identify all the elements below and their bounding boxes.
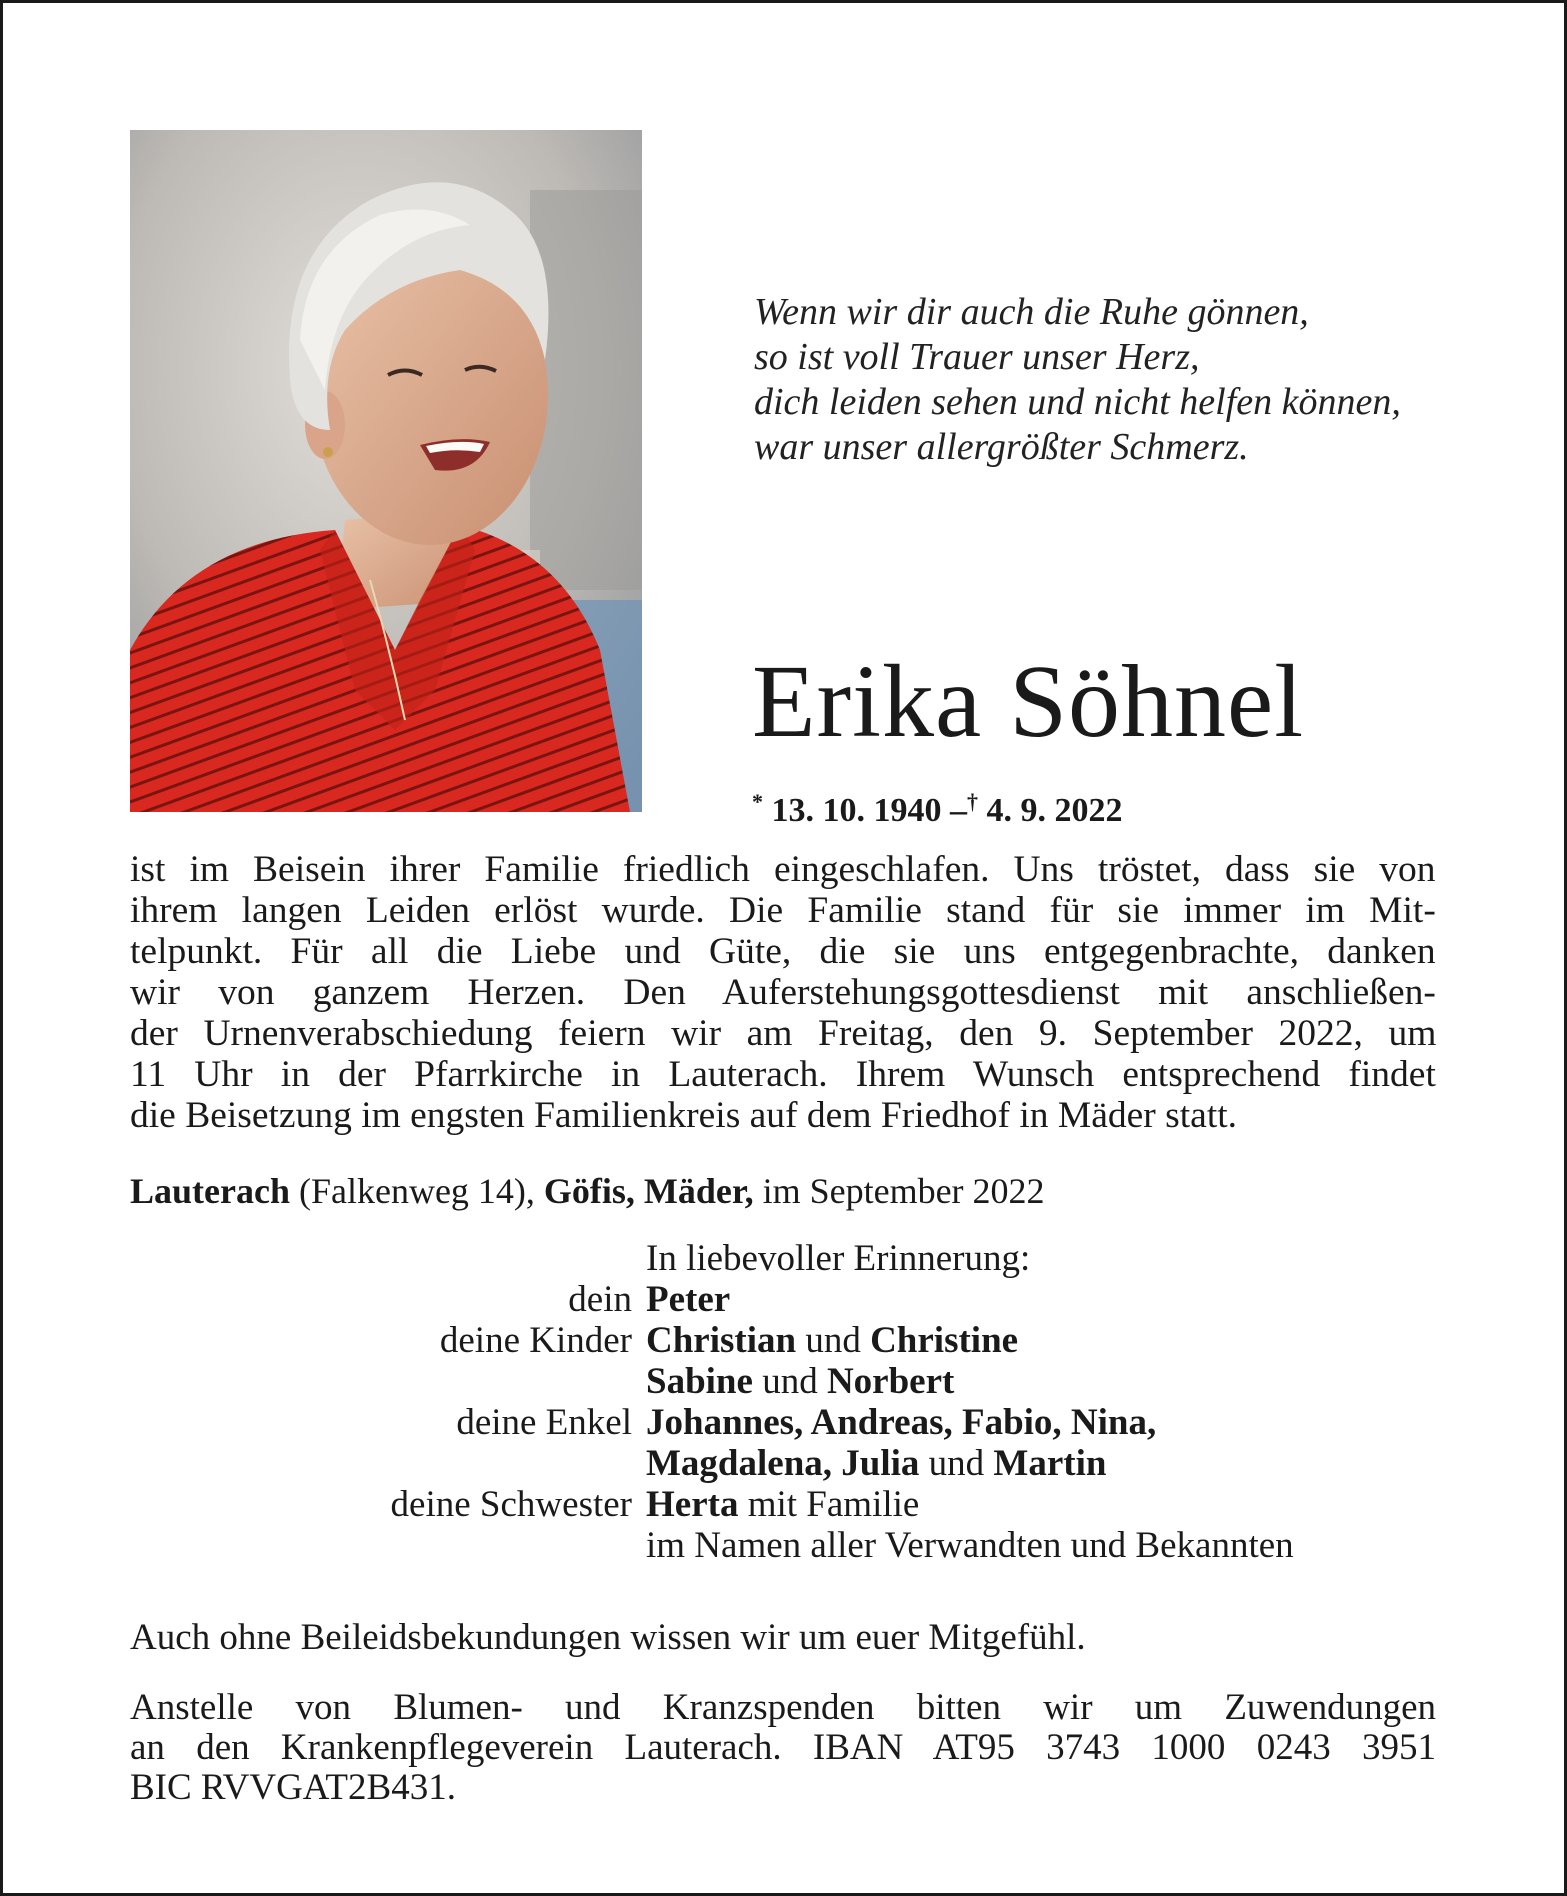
- family-row-sister: [130, 1484, 1530, 1525]
- text-line: telpunkt. Für all die Liebe und Güte, die sie uns entgegenbrachte, danken: [130, 931, 1436, 972]
- closing-line: Auch ohne Beileidsbekundungen wissen wir um euer Mitgefühl.: [130, 1617, 1086, 1658]
- donation-line: Anstelle von Blumen- und Kranzspenden bitten wir um Zuwendungen: [130, 1687, 1436, 1728]
- text-line: ist im Beisein ihrer Familie friedlich eingeschlafen. Uns tröstet, dass sie von: [130, 849, 1436, 890]
- place-month: im September 2022: [762, 1171, 1045, 1211]
- mourner-suffix: mit Familie: [747, 1484, 920, 1525]
- place-town: Lauterach: [130, 1171, 290, 1211]
- mourner-name: Martin: [993, 1443, 1107, 1484]
- mourner-name: Johannes, Andreas, Fabio, Nina,: [646, 1402, 1157, 1443]
- death-date: 4. 9. 2022: [986, 792, 1123, 829]
- poem-line: war unser allergrößter Schmerz.: [754, 426, 1249, 468]
- date-separator: –: [950, 792, 967, 829]
- mourner-name: Magdalena, Julia: [646, 1443, 920, 1484]
- donation-line: BIC RVVGAT2B431.: [130, 1767, 456, 1808]
- text-line: wir von ganzem Herzen. Den Auferstehungsgottesdienst mit anschließen-: [130, 972, 1436, 1013]
- text-line: der Urnenverabschiedung feiern wir am Freitag, den 9. September 2022, um: [130, 1013, 1437, 1054]
- family-list: [130, 1238, 1530, 1566]
- mourner-name: Peter: [646, 1279, 731, 1320]
- relation-label: dein: [568, 1279, 632, 1320]
- family-row-grandchildren-2: [130, 1443, 1530, 1484]
- donation-line: an den Krankenpflegeverein Lauterach. IBAN AT95 3743 1000 0243 3951: [130, 1727, 1436, 1768]
- poem-line: so ist voll Trauer unser Herz,: [754, 336, 1200, 378]
- poem-line: dich leiden sehen und nicht helfen können,: [754, 381, 1401, 423]
- text-line: 11 Uhr in der Pfarrkirche in Lauterach. Ihrem Wunsch entsprechend findet: [130, 1054, 1436, 1095]
- mourner-name: Herta: [646, 1484, 739, 1525]
- place-and-date: [130, 1170, 1045, 1212]
- announcement-text: [130, 849, 1436, 1136]
- death-symbol: †: [967, 789, 978, 814]
- life-dates: [752, 782, 1123, 831]
- place-towns: Göfis, Mäder,: [543, 1171, 754, 1211]
- conjunction: und: [805, 1320, 861, 1361]
- mourner-name: Christine: [870, 1320, 1019, 1361]
- conjunction: und: [928, 1443, 985, 1484]
- family-row-others: [130, 1525, 1530, 1566]
- family-intro-row: [130, 1238, 1530, 1279]
- portrait-photo: [130, 130, 642, 812]
- memorial-poem: [754, 290, 1454, 470]
- relation-label: deine Kinder: [439, 1320, 632, 1361]
- text-line: ihrem langen Leiden erlöst wurde. Die Familie stand für sie immer im Mit-: [130, 890, 1436, 931]
- birth-date: 13. 10. 1940: [771, 792, 942, 829]
- relation-label: deine Schwester: [390, 1484, 632, 1525]
- deceased-name: Erika Söhnel: [752, 644, 1305, 759]
- conjunction: und: [762, 1361, 818, 1402]
- place-address: (Falkenweg 14),: [298, 1171, 535, 1211]
- family-row-children: [130, 1320, 1530, 1361]
- mourner-name: Sabine: [646, 1361, 753, 1402]
- poem-line: Wenn wir dir auch die Ruhe gönnen,: [754, 291, 1309, 333]
- mourner-name: Christian: [646, 1320, 797, 1361]
- text-line: die Beisetzung im engsten Familienkreis auf dem Friedhof in Mäder statt.: [130, 1095, 1238, 1136]
- mourner-name: Norbert: [826, 1361, 955, 1402]
- family-intro: In liebevoller Erinnerung:: [646, 1238, 1031, 1279]
- family-row-grandchildren: [130, 1402, 1530, 1443]
- family-row-children-2: [130, 1361, 1530, 1402]
- birth-symbol: *: [752, 789, 763, 814]
- others-line: im Namen aller Verwandten und Bekannten: [646, 1525, 1294, 1566]
- donation-note: [130, 1688, 1436, 1808]
- relation-label: deine Enkel: [456, 1402, 632, 1443]
- family-row-spouse: [130, 1279, 1530, 1320]
